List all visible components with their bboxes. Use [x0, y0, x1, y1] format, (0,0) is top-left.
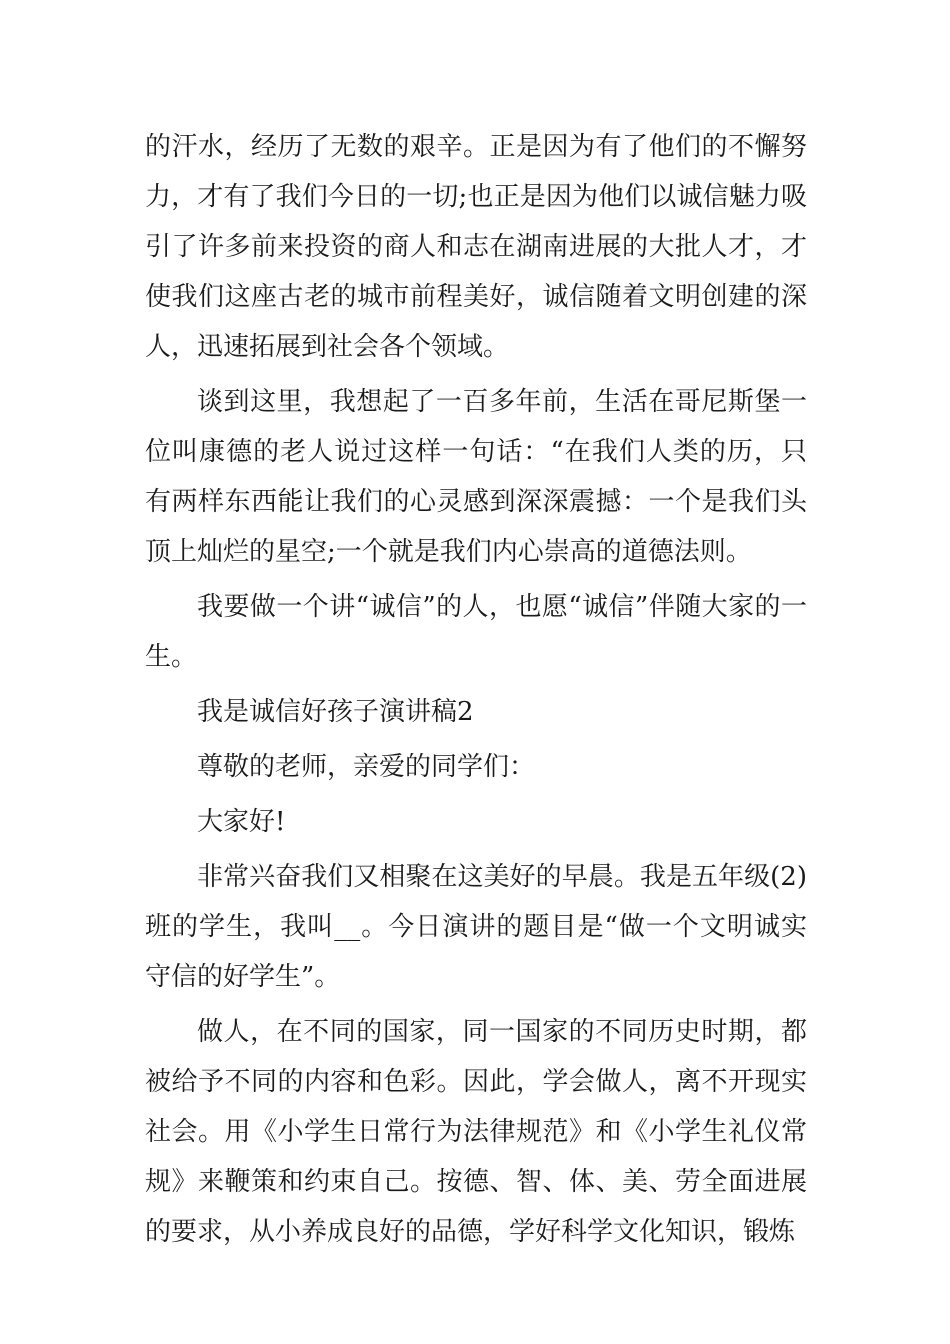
- document-body: [145, 122, 807, 1257]
- paragraph-closing: 我要做一个讲“诚信”的人，也愿“诚信”伴随大家的一生。: [145, 592, 807, 672]
- paragraph-kant-quote: 谈到这里，我想起了一百多年前，生活在哥尼斯堡一位叫康德的老人说过这样一句话：“在我们人类的历，只有两样东西能让我们的心灵感到深深震撼：一个是我们头顶上灿烂的星空;一个就是我们内心崇高的道德法则。: [145, 387, 807, 567]
- paragraph-continuation: 的汗水，经历了无数的艰辛。正是因为有了他们的不懈努力，才有了我们今日的一切;也正是因为他们以诚信魅力吸引了许多前来投资的商人和志在湖南进展的大批人才，才使我们这座古老的城市前程美好，诚信随着文明创建的深人，迅速拓展到社会各个领域。: [145, 132, 807, 362]
- speech-title: 我是诚信好孩子演讲稿2: [197, 697, 474, 727]
- paragraph-conduct: 做人，在不同的国家，同一国家的不同历史时期，都被给予不同的内容和色彩。因此，学会做人，离不开现实社会。用《小学生日常行为法律规范》和《小学生礼仪常规》来鞭策和约束自己。按德、智、体、美、劳全面进展的要求，从小养成良好的品德，学好科学文化知识，锻炼: [145, 1017, 807, 1247]
- salutation: 尊敬的老师，亲爱的同学们：: [197, 752, 536, 782]
- paragraph-introduction: 非常兴奋我们又相聚在这美好的早晨。我是五年级(2)班的学生，我叫__。今日演讲的题目是“做一个文明诚实守信的好学生”。: [145, 862, 807, 992]
- greeting: 大家好!: [197, 807, 286, 837]
